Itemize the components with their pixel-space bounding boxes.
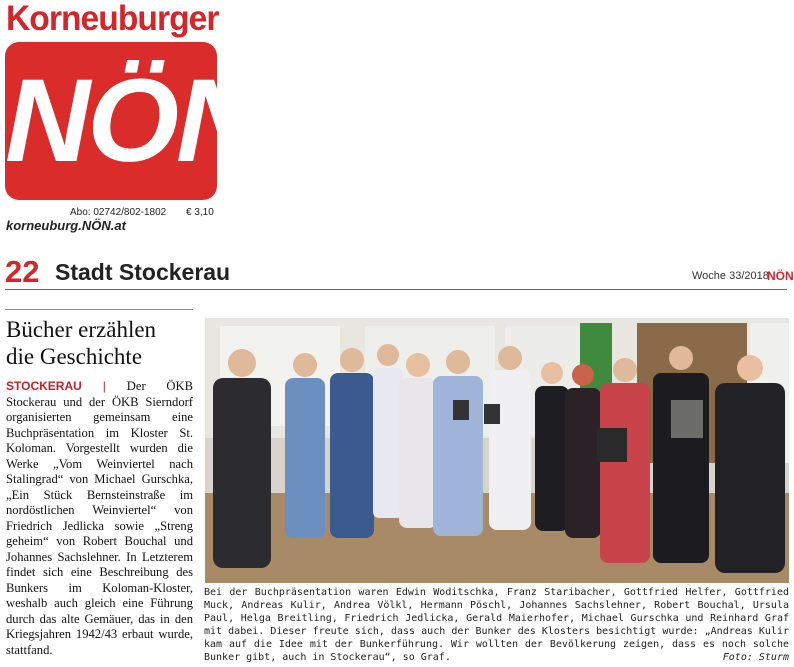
logo-text: NÖN: [5, 55, 259, 187]
issue-week: Woche 33/2018: [692, 270, 769, 282]
article-body: [6, 379, 193, 658]
issue-price: € 3,10: [186, 207, 214, 218]
section-title: Stadt Stockerau: [55, 259, 231, 285]
page-number: 22: [5, 254, 40, 289]
section-divider: [5, 289, 787, 290]
article-top-rule: [5, 309, 193, 310]
photo-caption: [204, 586, 789, 664]
article-headline: [6, 316, 196, 370]
non-logo: [5, 42, 259, 200]
group-photo-illustration: [205, 318, 789, 583]
website-url: korneuburg.NÖN.at: [6, 218, 126, 233]
caption-text: Bei der Buchpräsentation waren Edwin Woditschka, Franz Staribacher, Gottfried Helfer, Gottfried Muck, Andreas Kulir, Andrea Völkl, Hermann Pöschl, Johannes Sachslehner, Robert Bouchal, Ursula Paul, Helga Breitling, Friedrich Jedlicka, Gerald Maierhofer, Michael Gurschka und Reinhard Graf mit dabei. Dieser freute sich, dass auch der Bunker des Klosters besichtigt wurde: „Andreas Kulir kam auf die Idee mit der Bunkerführung. Wir wollten der Bevölkerung zeigen, dass es noch solche Bunker gibt, auch in Stockerau“, so Graf.: [204, 587, 789, 663]
group-photo: [205, 318, 789, 583]
headline-line-1: Bücher erzählen: [6, 317, 157, 342]
article-body-text: Der ÖKB Stockerau und der ÖKB Sierndorf organisierten gemeinsam eine Buchpräsentation im Kloster St. Koloman. Vorgestellt wurden die Werke „Vom Weinviertel nach Stalingrad“ von Michael Gurschka, „Ein Stück Bernsteinstraße im nordöstlichen Weinviertel“ von Friedrich Jedlicka sowie „Streng geheim“ von Robert Bouchal und Johannes Sachslehner. In Letzterem findet sich eine Beschreibung des Bunkers im Koloman-Kloster, weshalb auch gleich eine Führung durch das alte Gemäuer, das in den Kriegsjahren 1942/43 erbaut wurde, stattfand.: [6, 379, 193, 657]
photo-credit: Foto: Sturm: [722, 652, 789, 663]
subscription-phone: Abo: 02742/802-1802: [70, 207, 167, 218]
dateline: STOCKERAU: [6, 379, 82, 393]
header-brand: NÖN: [767, 269, 794, 283]
headline-line-2: die Geschichte: [6, 344, 143, 369]
dateline-separator: |: [81, 379, 127, 393]
newspaper-brand-name: Korneuburger: [6, 0, 219, 38]
